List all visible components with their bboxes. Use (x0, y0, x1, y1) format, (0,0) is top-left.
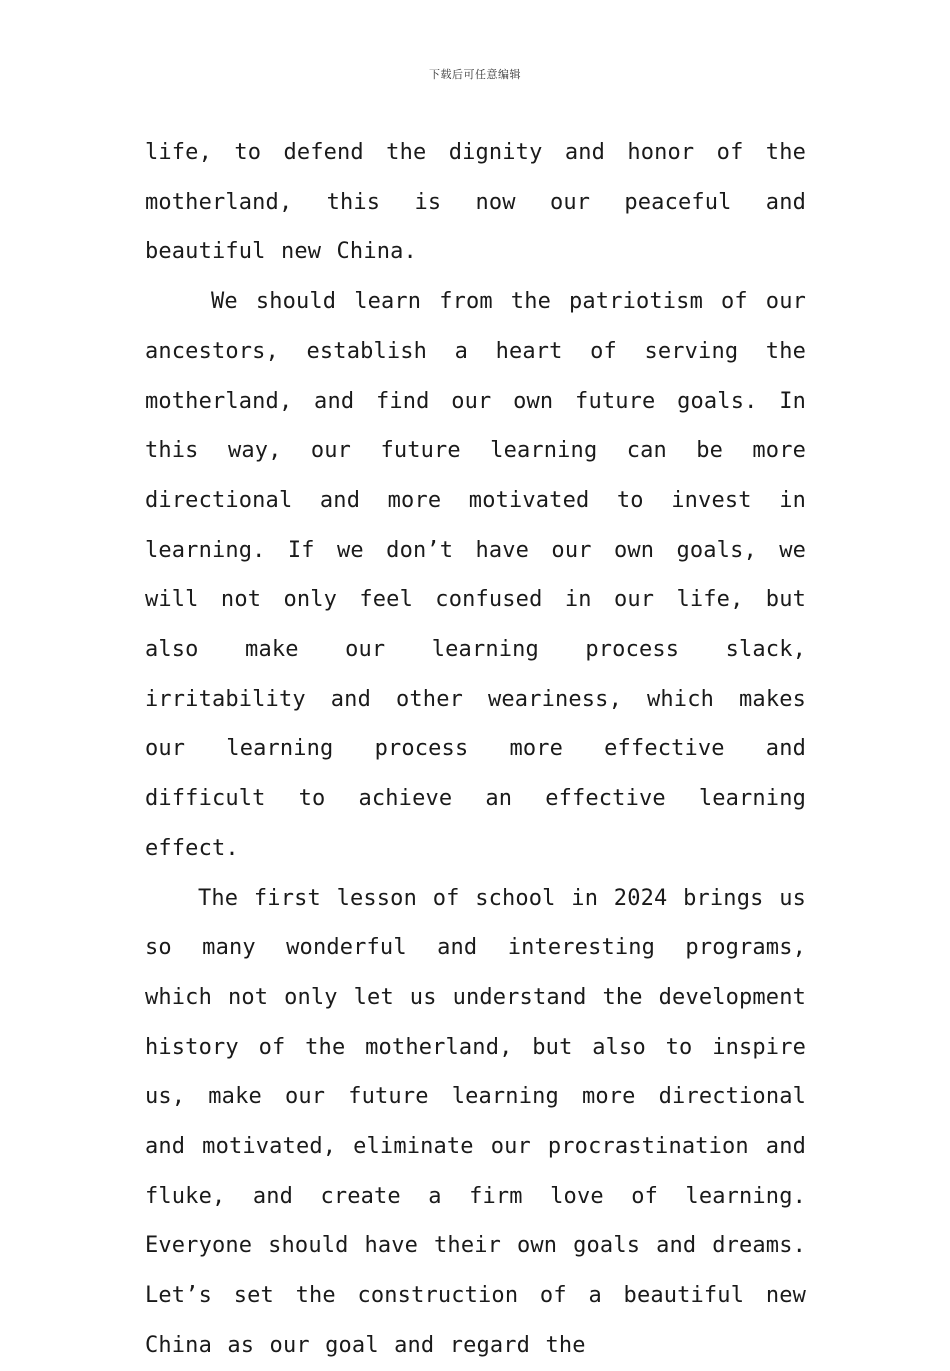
paragraph: We should learn from the patriotism of our ancestors, establish a heart of serving the motherland, and find our own future goals. In this way, our future learning can be more directional and more motivated to invest in learning. If we don’t have our own goals, we will not only feel confused in our life, but also make our learning process slack, irritability and other weariness, which makes our learning process more effective and difficult to achieve an effective learning effect. (145, 289, 806, 861)
page-header: 下载后可任意编辑 (429, 68, 521, 81)
document-body (145, 128, 806, 1371)
paragraph: The first lesson of school in 2024 brings us so many wonderful and interesting programs, which not only let us understand the development history of the motherland, but also to inspire us, make our future learning more directional and motivated, eliminate our procrastination and fluke, and create a firm love of learning. Everyone should have their own goals and dreams. Let’s set the construction of a beautiful new China as our goal and regard the (145, 885, 806, 1358)
paragraph: life, to defend the dignity and honor of the motherland, this is now our peaceful and beautiful new China. (145, 140, 806, 265)
